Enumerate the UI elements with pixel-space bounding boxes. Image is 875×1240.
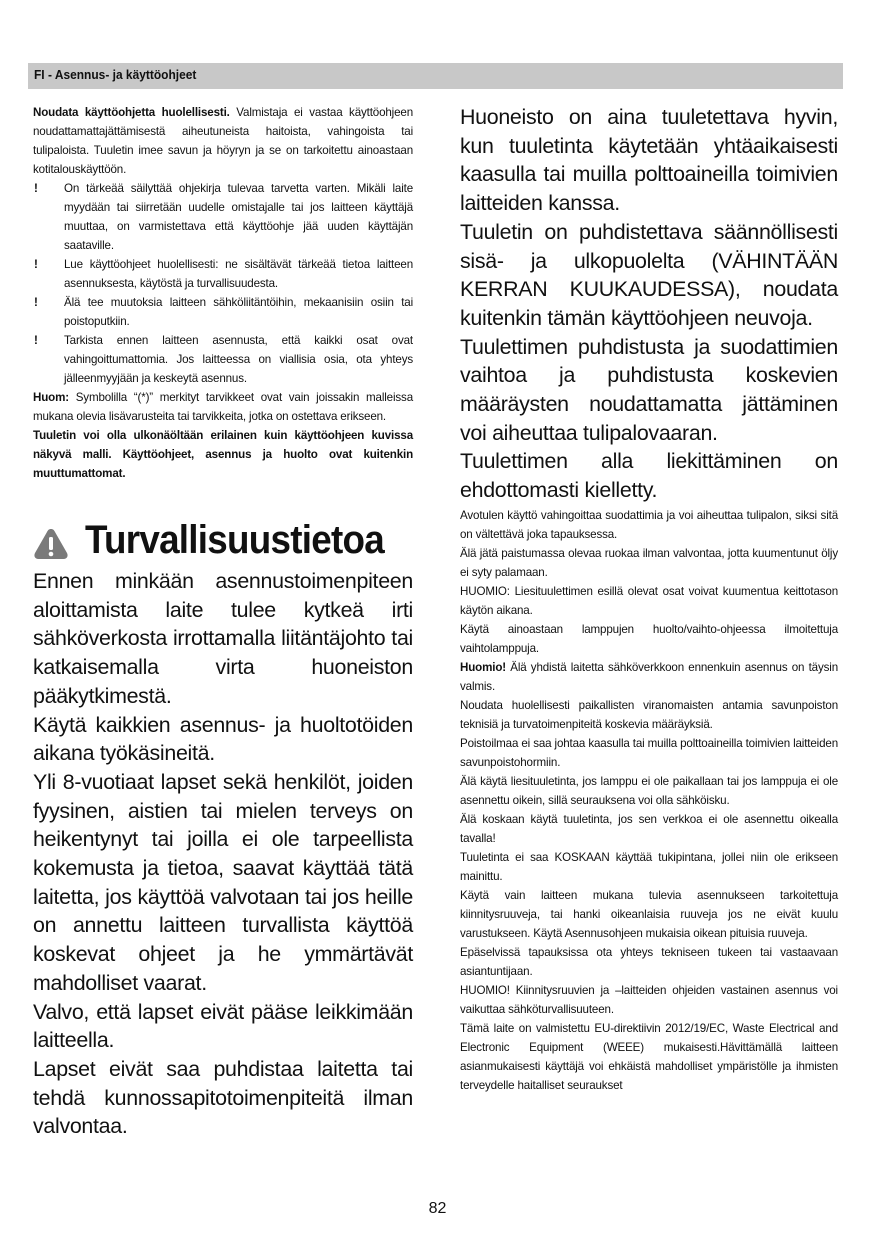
intro-paragraph — [33, 103, 413, 179]
safety-note-text: Noudata huolellisesti paikallisten viranomaisten antamia savunpoiston teknisiä ja turvatoimenpiteitä koskevia määräyksiä. — [460, 698, 838, 731]
safety-note-text: Älä käytä liesituuletinta, jos lamppu ei ole paikallaan tai jos lamppuja ei ole asennettu oikein, sillä seurauksena voi olla sähköisku. — [460, 774, 838, 807]
safety-note-text: Älä jätä paistumassa olevaa ruokaa ilman valvontaa, jotta kuumentunut öljy ei syty palamaan. — [460, 546, 838, 579]
right-small-paragraphs — [460, 506, 838, 1095]
safety-note-text: Avotulen käyttö vahingoittaa suodattimia ja voi aiheuttaa tulipalon, siksi sitä on vältettävä joka tapauksessa. — [460, 508, 838, 541]
safety-note-text: Älä yhdistä laitetta sähköverkkoon ennenkuin asennus on täysin valmis. — [460, 660, 838, 693]
safety-note — [460, 981, 838, 1019]
safety-title: Turvallisuustietoa — [85, 518, 384, 562]
warning-paragraph: Tuulettimen puhdistusta ja suodattimien vaihtoa ja puhdistusta koskevien määräysten noudattamatta jättäminen voi aiheuttaa tulipalovaaran. — [460, 334, 838, 445]
safety-paragraph: Lapset eivät saa puhdistaa laitetta tai tehdä kunnossapitotoimenpiteitä ilman valvontaa. — [33, 1056, 413, 1139]
intro-text: Valmistaja ei vastaa käyttöohjeen noudattamattajättämisestä aiheutuneista haitoista, vahingoista tai tulipaloista. Tuuletin imee savun ja höyryn ja se on tarkoitettu ainoastaan kotitalouskäyttöön. — [33, 106, 413, 176]
safety-note — [460, 544, 838, 582]
exclamation-icon: ! — [34, 182, 38, 195]
bullet-item — [33, 179, 413, 255]
safety-note-text: Käytä ainoastaan lamppujen huolto/vaihto-ohjeessa ilmoitettuja vaihtolamppuja. — [460, 622, 838, 655]
note-text: Symbolilla “(*)” merkityt tarvikkeet ovat vain joissakin malleissa mukana olevia lisävarusteita tai tarvikkeita, jotka on ostettava erikseen. — [33, 391, 413, 423]
warning-icon — [33, 528, 69, 560]
bullet-text: Älä tee muutoksia laitteen sähköliitäntöihin, mekaanisiin osiin tai poistoputkiin. — [64, 296, 413, 328]
warning-paragraph: Tuuletin on puhdistettava säännöllisesti sisä- ja ulkopuolelta (VÄHINTÄÄN KERRAN KUUKAUDESSA), noudata kuitenkin tämän käyttöohjeen neuvoja. — [460, 219, 838, 330]
safety-note — [460, 696, 838, 734]
right-large-paragraphs — [460, 103, 838, 505]
bullet-item — [33, 293, 413, 331]
safety-note — [460, 658, 838, 696]
left-intro-block — [33, 103, 413, 483]
safety-note-bold: Huomio! — [460, 660, 506, 674]
note-paragraph — [33, 388, 413, 426]
safety-note-text: Poistoilmaa ei saa johtaa kaasulla tai muilla polttoaineilla toimivien laitteiden savunpoistohormiin. — [460, 736, 838, 769]
bullet-item — [33, 255, 413, 293]
bullet-text: On tärkeää säilyttää ohjekirja tulevaa tarvetta varten. Mikäli laite myydään tai siirretään uudelle omistajalle tai jos laitteen käyttäjä muuttaa, on varmistettava että käyttöohje jää uuden käyttäjän saataville. — [64, 182, 413, 252]
safety-note — [460, 734, 838, 772]
safety-note — [460, 772, 838, 810]
bold-notice-text: Tuuletin voi olla ulkonäöltään erilainen kuin käyttöohjeen kuvissa näkyvä malli. Käyttöohjeet, asennus ja huolto ovat kuitenkin muuttumattomat. — [33, 429, 413, 480]
safety-note — [460, 886, 838, 943]
safety-note — [460, 943, 838, 981]
safety-note — [460, 810, 838, 848]
warning-paragraph: Huoneisto on aina tuuletettava hyvin, kun tuuletinta käytetään yhtäaikaisesti kaasulla tai muilla polttoaineilla toimivien laitteiden kanssa. — [460, 105, 838, 216]
safety-note-text: Älä koskaan käytä tuuletinta, jos sen verkkoa ei ole asennettu oikealla tavalla! — [460, 812, 838, 845]
safety-note-text: Epäselvissä tapauksissa ota yhteys tekniseen tukeen tai vastaavaan asiantuntijaan. — [460, 945, 838, 978]
safety-paragraphs — [33, 567, 413, 1141]
note-bold: Huom: — [33, 391, 69, 404]
safety-note-text: HUOMIO! Kiinnitysruuvien ja –laitteiden ohjeiden vastainen asennus voi vaikuttaa sähköturvallisuuteen. — [460, 983, 838, 1016]
bullet-text: Tarkista ennen laitteen asennusta, että kaikki osat ovat vahingoittumattomia. Jos laitteessa on viallisia osia, ota yhteys jälleenmyyjään ja keskeytä asennus. — [64, 334, 413, 385]
section-header — [28, 63, 843, 89]
safety-note — [460, 620, 838, 658]
safety-note-text: Tämä laite on valmistettu EU-direktiivin 2012/19/EC, Waste Electrical and Electronic Equipment (WEEE) mukaisesti.Hävittämällä laitteen asianmukaisesti käyttäjä voi ehkäistä mahdolliset ympäristölle ja ihmisten terveydelle haitalliset seuraukset — [460, 1021, 838, 1092]
exclamation-icon: ! — [34, 258, 38, 271]
exclamation-icon: ! — [34, 334, 38, 347]
section-header-title: FI - Asennus- ja käyttöohjeet — [34, 67, 197, 82]
bullet-item — [33, 331, 413, 388]
warning-paragraph: Tuulettimen alla liekittäminen on ehdottomasti kielletty. — [460, 449, 838, 503]
intro-bold: Noudata käyttöohjetta huolellisesti. — [33, 106, 230, 119]
safety-note — [460, 848, 838, 886]
safety-note-text: Tuuletinta ei saa KOSKAAN käyttää tukipintana, jollei niin ole erikseen mainittu. — [460, 850, 838, 883]
safety-paragraph: Käytä kaikkien asennus- ja huoltotöiden aikana työkäsineitä. — [33, 712, 413, 766]
exclamation-icon: ! — [34, 296, 38, 309]
safety-note-text: HUOMIO: Liesituulettimen esillä olevat osat voivat kuumentua keittotason käytön aikana. — [460, 584, 838, 617]
safety-note — [460, 1019, 838, 1095]
bullet-text: Lue käyttöohjeet huolellisesti: ne sisältävät tärkeää tietoa laitteen asennuksesta, käytöstä ja turvallisuudesta. — [64, 258, 413, 290]
safety-paragraph: Yli 8-vuotiaat lapset sekä henkilöt, joiden fyysinen, aistien tai mielen terveys on heikentynyt tai joilla ei ole tarpeellista kokemusta ja tietoa, saavat käyttää tätä laitetta, jos käyttöä valvotaan tai jos heille on annettu laitteen turvallista käyttöä koskevat ohjeet ja he ymmärtävät mahdolliset vaarat. — [33, 769, 413, 995]
bold-notice — [33, 426, 413, 483]
safety-paragraph: Ennen minkään asennustoimenpiteen aloittamista laite tulee kytkeä irti sähköverkosta irrottamalla liitäntäjohto tai katkaisemalla virta huoneiston pääkytkimestä. — [33, 569, 413, 708]
safety-note-text: Käytä vain laitteen mukana tulevia asennukseen tarkoitettuja kiinnitysruuveja, tai hanki oikeanlaisia ruuveja jos ne eivät kuulu varustukseen. Käytä Asennusohjeen mukaisia oikean pituisia ruuveja. — [460, 888, 838, 940]
safety-note — [460, 506, 838, 544]
page-number: 82 — [428, 1200, 447, 1217]
safety-paragraph: Valvo, että lapset eivät pääse leikkimään laitteella. — [33, 999, 413, 1053]
safety-note — [460, 582, 838, 620]
right-column — [460, 103, 838, 1095]
